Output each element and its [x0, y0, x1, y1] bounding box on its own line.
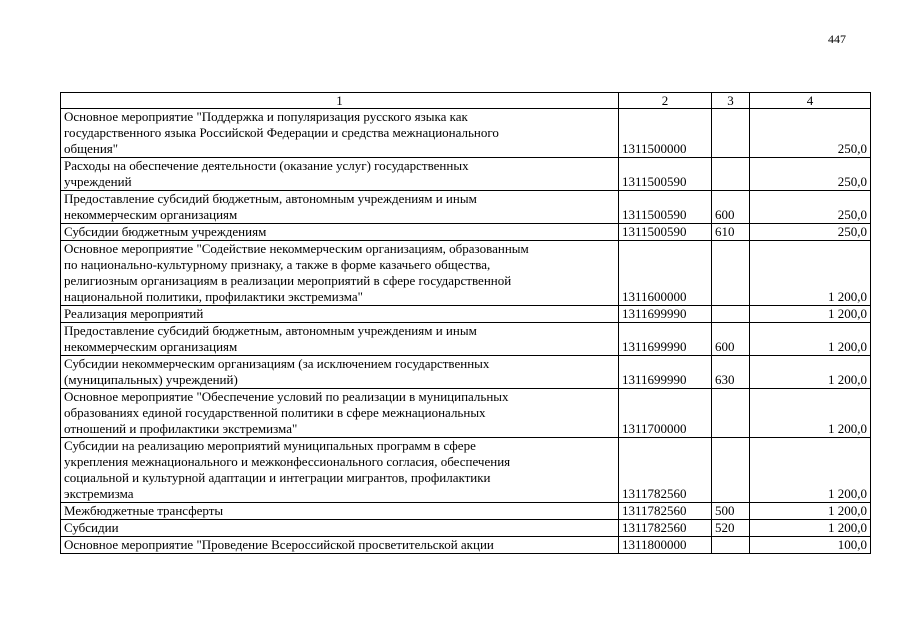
row-sum-cell: 1 200,0 — [750, 438, 871, 503]
row-sum-cell: 1 200,0 — [750, 520, 871, 537]
row-code-cell: 1311782560 — [619, 438, 712, 503]
row-name-line: некоммерческим организациям — [64, 207, 238, 222]
row-name-cell — [61, 109, 619, 158]
row-code-cell: 1311500590 — [619, 224, 712, 241]
row-name-line: государственного языка Российской Федерации и средства межнационального — [64, 125, 499, 140]
row-name-line: Субсидии бюджетным учреждениям — [64, 224, 267, 239]
row-sum-cell: 250,0 — [750, 158, 871, 191]
header-row — [61, 93, 871, 109]
row-name-cell — [61, 241, 619, 306]
row-name-cell — [61, 323, 619, 356]
row-name-line: Межбюджетные трансферты — [64, 503, 224, 518]
row-name-line: национальной политики, профилактики экстремизма" — [64, 289, 363, 304]
row-kind-cell: 600 — [712, 323, 750, 356]
row-name-line: Субсидии некоммерческим организациям (за исключением государственных — [64, 356, 490, 371]
row-code-cell: 1311500000 — [619, 109, 712, 158]
row-name-line: Основное мероприятие "Содействие некоммерческим организациям, образованным — [64, 241, 529, 256]
row-name-cell — [61, 356, 619, 389]
row-kind-cell — [712, 438, 750, 503]
row-sum-cell: 1 200,0 — [750, 356, 871, 389]
row-name-line: общения" — [64, 141, 119, 156]
row-kind-cell: 630 — [712, 356, 750, 389]
row-name-line: укрепления межнационального и межконфессионального согласия, обеспечения — [64, 454, 511, 469]
row-kind-cell — [712, 306, 750, 323]
row-name-line: экстремизма — [64, 486, 134, 501]
row-name-line: учреждений — [64, 174, 132, 189]
row-kind-cell — [712, 537, 750, 554]
row-name-cell — [61, 537, 619, 554]
row-code-cell: 1311699990 — [619, 323, 712, 356]
table-row — [61, 520, 871, 537]
row-name-line: (муниципальных) учреждений) — [64, 372, 238, 387]
row-name-cell — [61, 158, 619, 191]
row-name-line: Субсидии — [64, 520, 119, 535]
row-sum-cell: 1 200,0 — [750, 323, 871, 356]
row-name-cell — [61, 520, 619, 537]
row-sum-cell: 1 200,0 — [750, 306, 871, 323]
row-name-cell — [61, 306, 619, 323]
row-name-line: Предоставление субсидий бюджетным, автономным учреждениям и иным — [64, 323, 477, 338]
row-code-cell: 1311782560 — [619, 503, 712, 520]
row-code-cell: 1311699990 — [619, 306, 712, 323]
row-name-cell — [61, 438, 619, 503]
table-row — [61, 306, 871, 323]
header-cell-code: 2 — [619, 93, 712, 109]
table-row — [61, 158, 871, 191]
row-code-cell: 1311699990 — [619, 356, 712, 389]
page-number: 447 — [828, 32, 846, 46]
table-row — [61, 109, 871, 158]
row-name-line: образованиях единой государственной политики в сфере межнациональных — [64, 405, 486, 420]
row-kind-cell: 600 — [712, 191, 750, 224]
row-name-cell — [61, 224, 619, 241]
row-name-line: Расходы на обеспечение деятельности (оказание услуг) государственных — [64, 158, 469, 173]
header-cell-name: 1 — [61, 93, 619, 109]
row-name-line: Основное мероприятие "Проведение Всероссийской просветительской акции — [64, 537, 494, 552]
table-row — [61, 191, 871, 224]
table-row — [61, 389, 871, 438]
row-code-cell: 1311600000 — [619, 241, 712, 306]
row-name-line: религиозным организациям в реализации мероприятий в сфере государственной — [64, 273, 512, 288]
header-cell-sum: 4 — [750, 93, 871, 109]
budget-table — [60, 92, 871, 554]
row-kind-cell — [712, 241, 750, 306]
row-name-cell — [61, 503, 619, 520]
table-body — [61, 109, 871, 554]
row-code-cell: 1311782560 — [619, 520, 712, 537]
table-row — [61, 503, 871, 520]
table-row — [61, 241, 871, 306]
row-kind-cell: 610 — [712, 224, 750, 241]
row-name-line: Основное мероприятие "Поддержка и популяризация русского языка как — [64, 109, 468, 124]
row-kind-cell — [712, 109, 750, 158]
row-name-line: Основное мероприятие "Обеспечение условий по реализации в муниципальных — [64, 389, 509, 404]
row-name-line: социальной и культурной адаптации и интеграции мигрантов, профилактики — [64, 470, 491, 485]
row-name-cell — [61, 191, 619, 224]
row-sum-cell: 250,0 — [750, 191, 871, 224]
table-row — [61, 537, 871, 554]
row-kind-cell: 520 — [712, 520, 750, 537]
table-row — [61, 323, 871, 356]
row-code-cell: 1311700000 — [619, 389, 712, 438]
row-name-line: по национально-культурному признаку, а также в форме казачьего общества, — [64, 257, 491, 272]
row-kind-cell — [712, 389, 750, 438]
row-code-cell: 1311500590 — [619, 191, 712, 224]
row-name-line: Предоставление субсидий бюджетным, автономным учреждениям и иным — [64, 191, 477, 206]
table-row — [61, 356, 871, 389]
row-name-line: Реализация мероприятий — [64, 306, 204, 321]
row-name-cell — [61, 389, 619, 438]
row-kind-cell — [712, 158, 750, 191]
row-sum-cell: 250,0 — [750, 224, 871, 241]
row-sum-cell: 1 200,0 — [750, 389, 871, 438]
table-row — [61, 224, 871, 241]
row-sum-cell: 1 200,0 — [750, 503, 871, 520]
table-row — [61, 438, 871, 503]
row-sum-cell: 1 200,0 — [750, 241, 871, 306]
row-name-line: Субсидии на реализацию мероприятий муниципальных программ в сфере — [64, 438, 476, 453]
row-name-line: некоммерческим организациям — [64, 339, 238, 354]
row-name-line: отношений и профилактики экстремизма" — [64, 421, 298, 436]
row-code-cell: 1311500590 — [619, 158, 712, 191]
row-sum-cell: 100,0 — [750, 537, 871, 554]
header-cell-kind: 3 — [712, 93, 750, 109]
row-kind-cell: 500 — [712, 503, 750, 520]
row-sum-cell: 250,0 — [750, 109, 871, 158]
row-code-cell: 1311800000 — [619, 537, 712, 554]
